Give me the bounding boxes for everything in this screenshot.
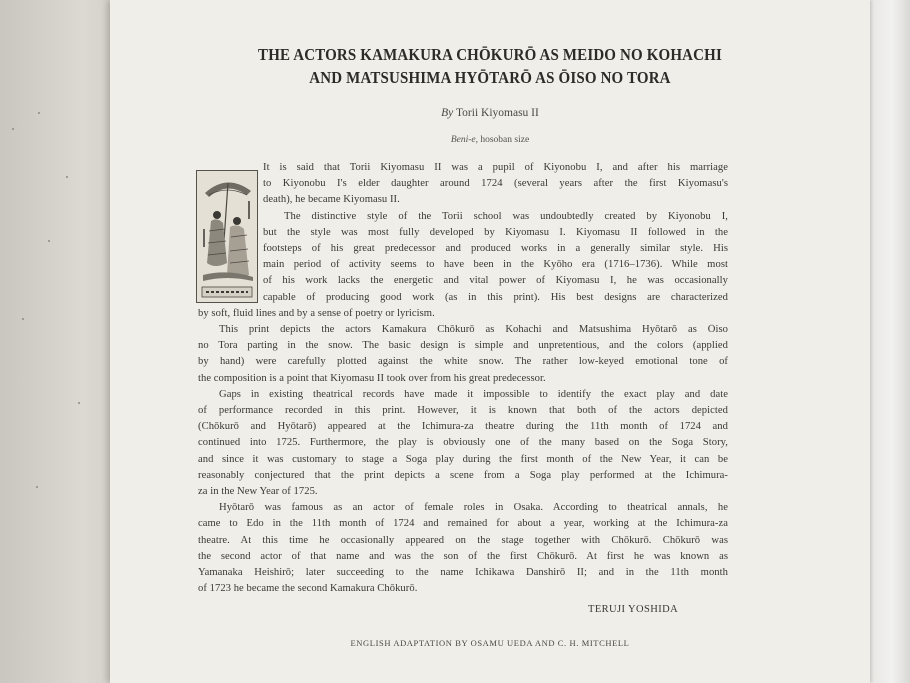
paper-speck xyxy=(38,112,40,114)
print-thumbnail-icon xyxy=(196,170,258,303)
body-text-line: This print depicts the actors Kamakura Chōkurō as Kohachi and Matsushima Hyōtarō as Ōiso xyxy=(219,324,728,335)
paper-speck xyxy=(66,176,68,178)
background-edge xyxy=(866,0,910,683)
body-text-line: The distinctive style of the Torii school was undoubtedly created by Kiyonobu I, xyxy=(284,210,728,222)
print-details xyxy=(110,135,870,145)
paper-speck xyxy=(36,486,38,488)
byline xyxy=(110,107,870,119)
body-text-line: no Tora parting in the snow. The basic design is simple and unpretentious, and the colors (applied xyxy=(198,340,728,352)
body-text-line: by soft, fluid lines and by a sense of poetry or lyricism. xyxy=(198,307,435,319)
body-text-line: Hyōtarō was famous as an actor of female roles in Osaka. According to theatrical annals, he xyxy=(219,502,728,514)
body-text-line: of 1723 he became the second Kamakura Chōkurō. xyxy=(198,583,418,595)
body-text-line: the second actor of that name and was the son of the first Chōkurō. At first he was known as xyxy=(198,550,728,562)
adjacent-sheet xyxy=(0,0,118,683)
technique: Beni-e, xyxy=(450,135,478,145)
print-thumbnail-drawing xyxy=(197,171,257,302)
body-text-line: death), he became Kiyomasu II. xyxy=(263,194,400,206)
body-text-line: za in the New Year of 1725. xyxy=(198,486,318,497)
body-text-line: the composition is a point that Kiyomasu II took over from his great predecessor. xyxy=(198,372,546,384)
body-text-line: theatre. At this time he occasionally appeared on the stage together with Chōkurō. Chōkurō was xyxy=(198,534,728,546)
body-text-line: of his work lacks the energetic and vital power of Kiyomasu I, he was occasionally xyxy=(263,275,728,287)
body-text-line: of performance recorded in this print. However, it is known that both of the actors depicted xyxy=(198,405,728,416)
author-signature: TERUJI YOSHIDA xyxy=(588,604,679,615)
body-text-line: to Kiyonobu I's elder daughter around 1724 (several years after the first Kiyomasu's xyxy=(263,178,728,190)
byline-prefix: By xyxy=(441,107,454,119)
body-text-line: capable of producing good work (as in this print). His best designs are characterized xyxy=(263,291,728,303)
body-text-line: It is said that Torii Kiyomasu II was a pupil of Kiyonobu I, and after his marriage xyxy=(263,162,728,173)
body-text-line: footsteps of his great predecessor and produced works in a generally similar style. His xyxy=(263,243,728,254)
body-text-line: but the style was most fully developed by Kiyomasu I. Kiyomasu II followed in the xyxy=(263,226,728,238)
body-text-line: by hand) were carefully plotted against the white snow. The rather low-keyed emotional tone of xyxy=(198,356,728,368)
paper-speck xyxy=(48,240,50,242)
page-title-line-1: THE ACTORS KAMAKURA CHŌKURŌ AS MEIDO NO KOHACHI xyxy=(258,45,722,64)
page-title-line-2: AND MATSUSHIMA HYŌTARŌ AS ŌISO NO TORA xyxy=(309,68,671,87)
paper-speck xyxy=(78,402,80,404)
translation-credit: ENGLISH ADAPTATION BY OSAMU UEDA AND C. H. MITCHELL xyxy=(350,638,630,648)
print-size: hosoban size xyxy=(480,135,530,145)
paper-speck xyxy=(22,318,24,320)
body-text-line: Gaps in existing theatrical records have made it impossible to identify the exact play and date xyxy=(219,388,728,400)
body-text-line: continued into 1725. Furthermore, the play is obviously one of the many based on the Soga Story, xyxy=(198,437,728,449)
body-text-line: Yamanaka Heishirō; later succeeding to the name Ichikawa Danshirō II; and in the 11th month xyxy=(198,567,728,578)
body-text-line: main period of activity seems to have been in the Kyōho era (1716–1736). While most xyxy=(263,259,728,271)
body-text-line: (Chōkurō and Hyōtarō) appeared at the Ichimura-za theatre during the 11th month of 1724 and xyxy=(198,421,728,433)
paper-speck xyxy=(12,128,14,130)
body-text-line: reasonably conjectured that the print depicts a scene from a Soga play performed at the Ichimura- xyxy=(198,469,728,481)
artist-name: Torii Kiyomasu II xyxy=(455,107,539,119)
book-page xyxy=(110,0,870,683)
body-text-line: came to Edo in the 11th month of 1724 and remained for about a year, working at the Ichimura-za xyxy=(198,518,728,530)
body-text-line: and since it was customary to stage a Soga play during the first month of the New Year, it can be xyxy=(198,453,728,465)
